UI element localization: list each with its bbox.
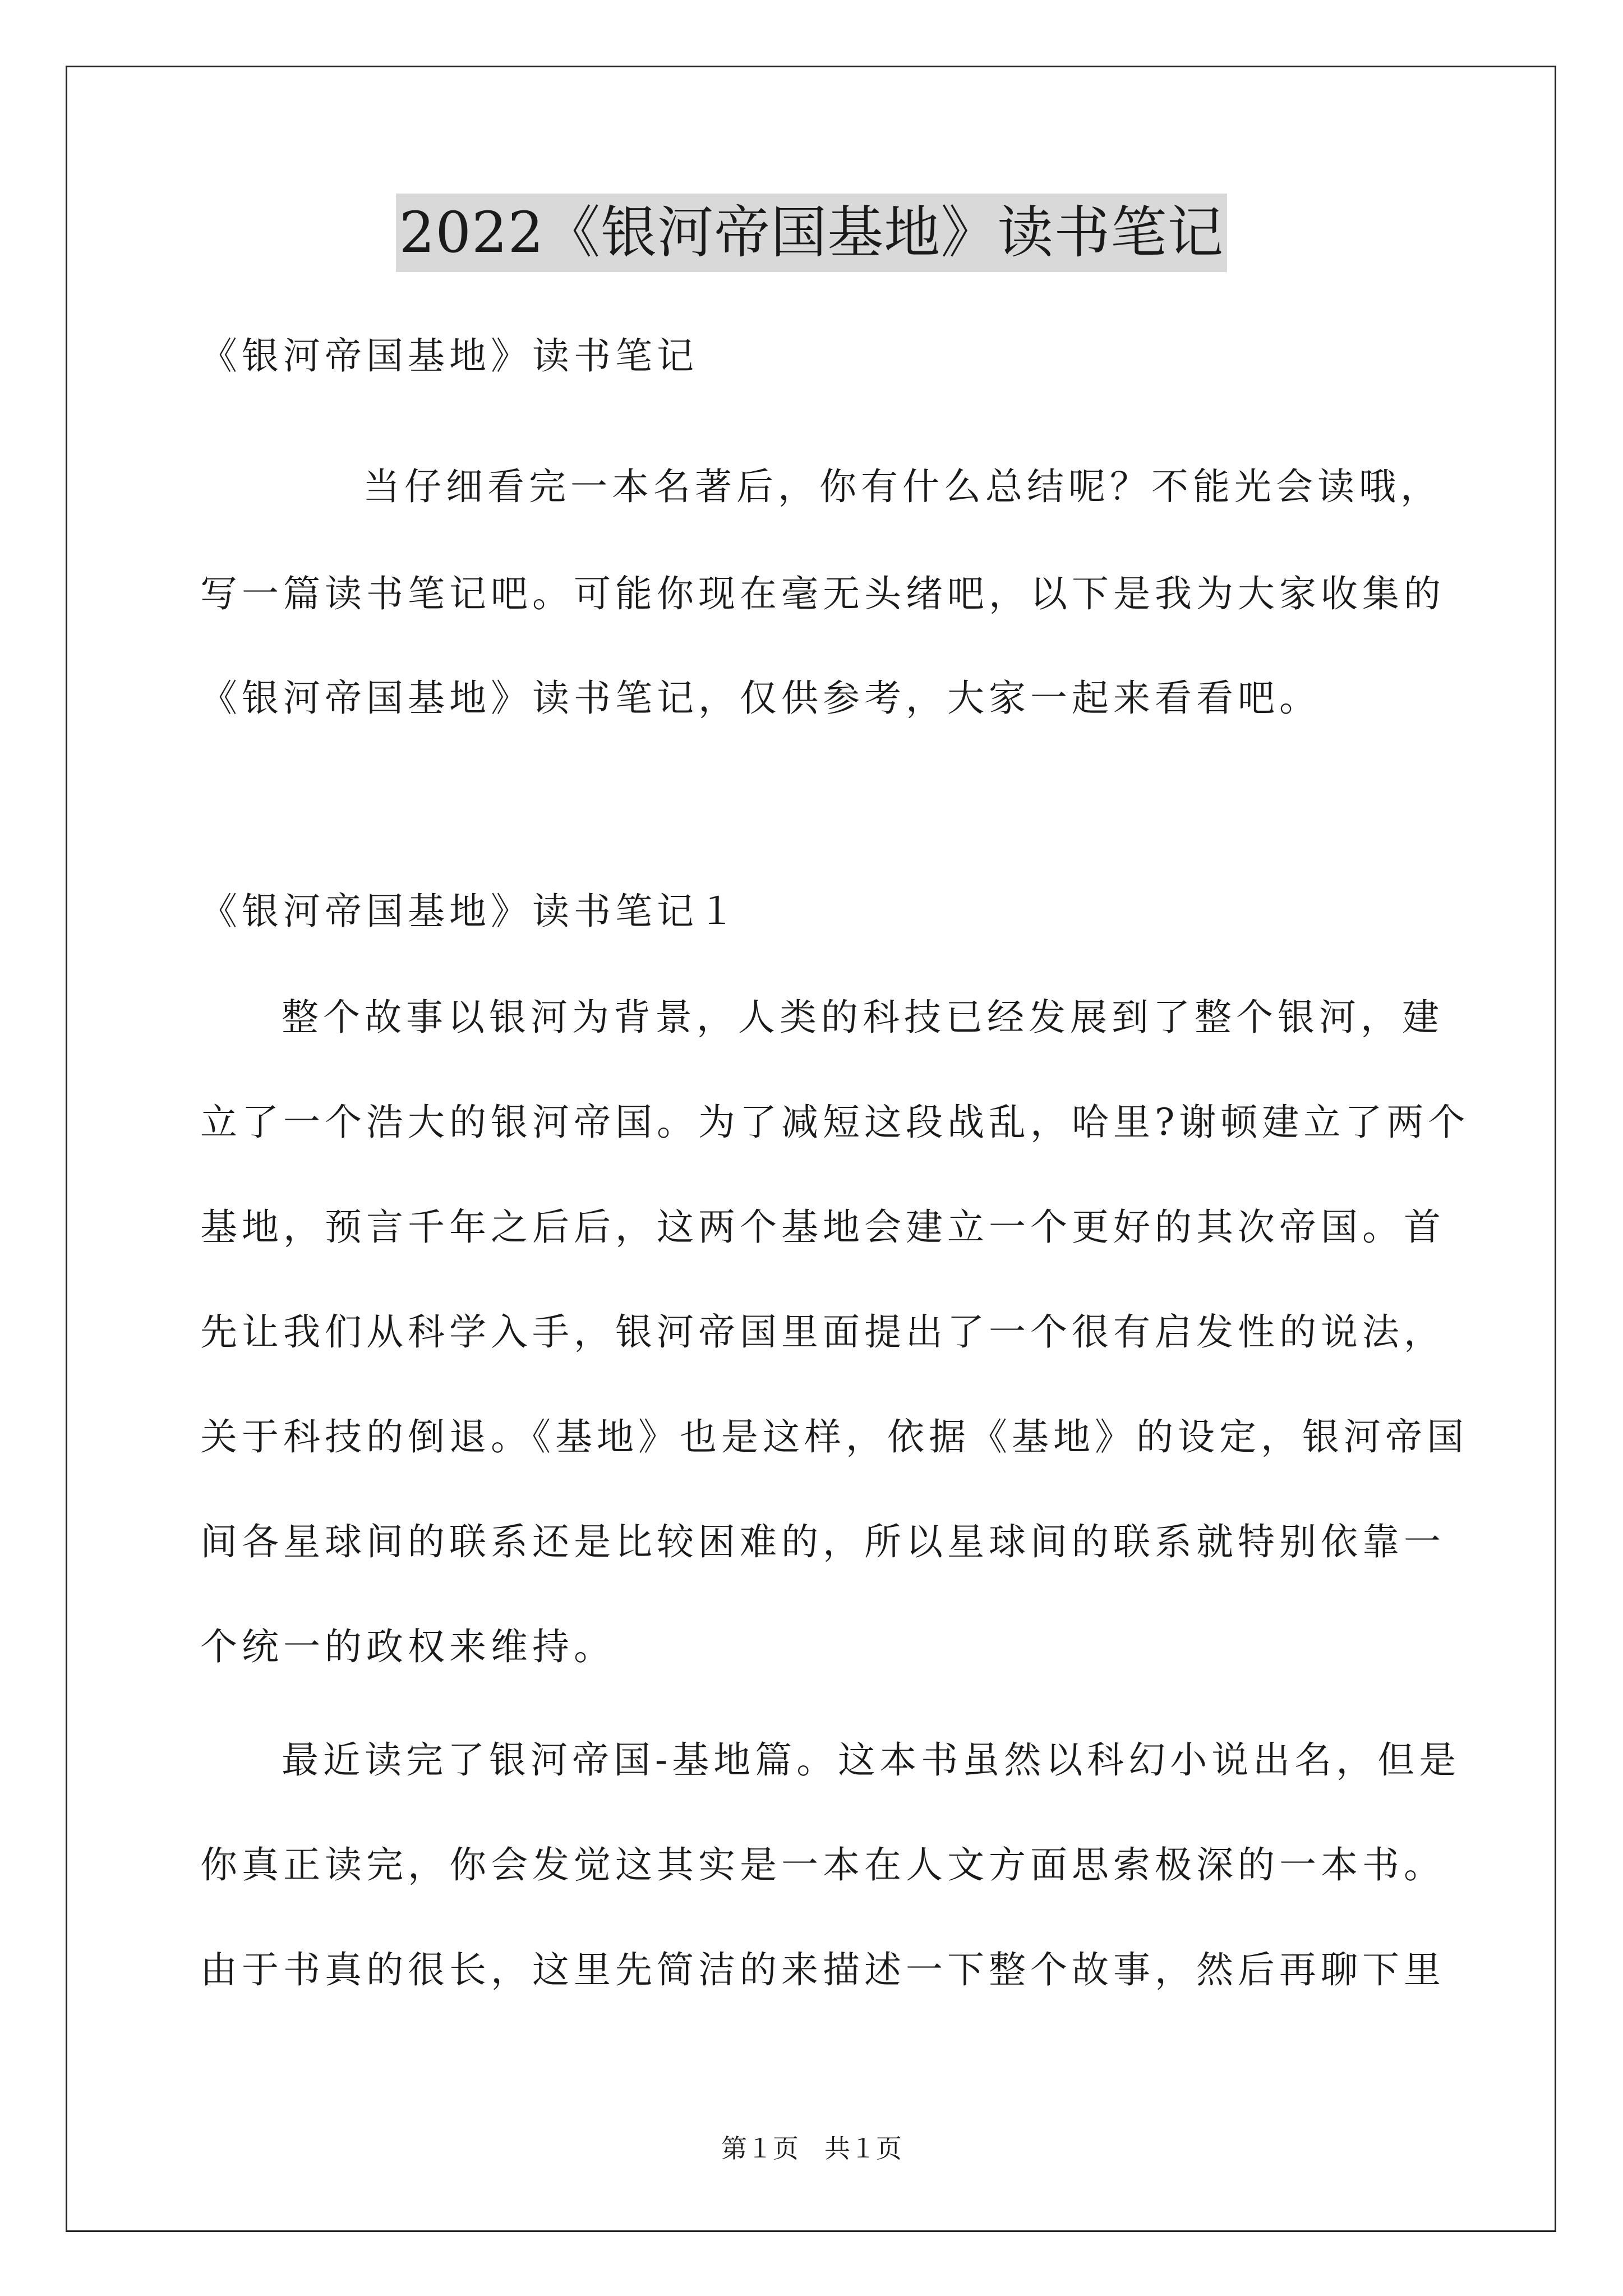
paragraph2-line-1: 最近读完了银河帝国-基地篇。这本书虽然以科幻小说出名，但是 <box>282 1738 1461 1782</box>
intro-line-1: 当仔细看完一本名著后，你有什么总结呢？不能光会读哦， <box>363 465 1442 508</box>
paragraph1-line-3: 基地，预言千年之后后，这两个基地会建立一个更好的其次帝国。首 <box>200 1205 1445 1249</box>
paragraph1-line-7: 个统一的政权来维持。 <box>200 1625 615 1668</box>
title-wrapper <box>0 194 1623 272</box>
page-border <box>66 66 1556 2232</box>
paragraph2-line-2: 你真正读完，你会发觉这其实是一本在人文方面思索极深的一本书。 <box>200 1843 1445 1887</box>
paragraph1-line-1: 整个故事以银河为背景，人类的科技已经发展到了整个银河，建 <box>282 996 1444 1039</box>
paragraph1-line-5: 关于科技的倒退。《基地》也是这样，依据《基地》的设定，银河帝国 <box>200 1415 1468 1458</box>
paragraph2-line-3: 由于书真的很长，这里先简洁的来描述一下整个故事，然后再聊下里 <box>200 1948 1445 1991</box>
paragraph1-line-4: 先让我们从科学入手，银河帝国里面提出了一个很有启发性的说法， <box>200 1310 1445 1354</box>
document-title: 2022《银河帝国基地》读书笔记 <box>396 194 1228 272</box>
section-heading: 《银河帝国基地》读书笔记１ <box>200 890 740 933</box>
page-footer: 第１页 共１页 <box>721 2133 902 2164</box>
intro-line-2: 写一篇读书笔记吧。可能你现在毫无头绪吧，以下是我为大家收集的 <box>200 572 1445 615</box>
paragraph1-line-6: 间各星球间的联系还是比较困难的，所以星球间的联系就特别依靠一 <box>200 1520 1445 1563</box>
paragraph1-line-2: 立了一个浩大的银河帝国。为了减短这段战乱，哈里?谢顿建立了两个 <box>200 1101 1470 1144</box>
subtitle: 《银河帝国基地》读书笔记 <box>200 334 698 378</box>
intro-line-3: 《银河帝国基地》读书笔记，仅供参考，大家一起来看看吧。 <box>200 677 1321 720</box>
